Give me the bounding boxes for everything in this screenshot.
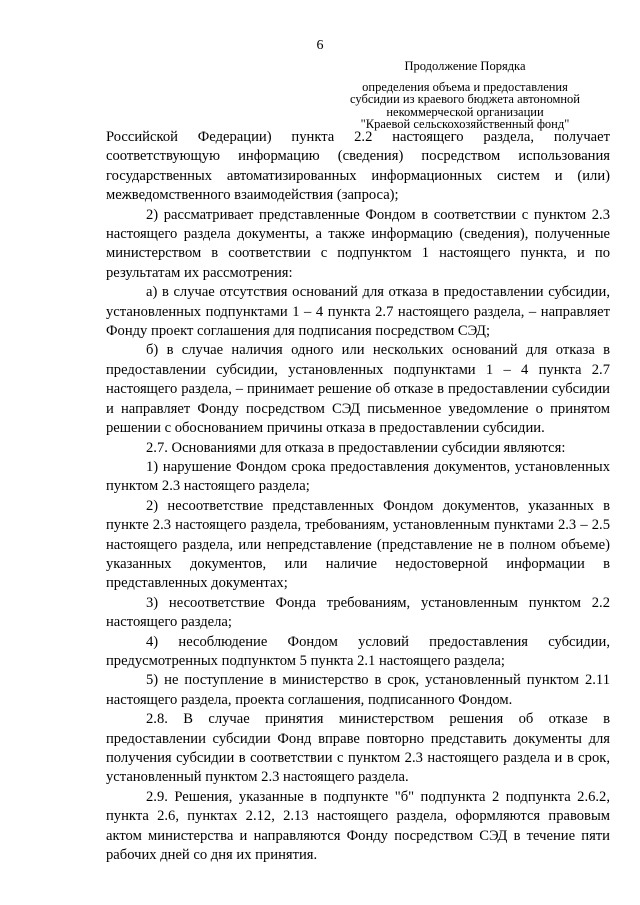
- continuation-header: [330, 60, 600, 131]
- continuation-line: субсидии из краевого бюджета автономной: [349, 92, 581, 106]
- continuation-line: определения объема и предоставления: [362, 79, 568, 94]
- continuation-line: "Краевой сельскохозяйственный фонд": [360, 117, 570, 131]
- paragraph: 1) нарушение Фондом срока предоставления документов, установленных пунктом 2.3 настоящего раздела;: [106, 458, 610, 495]
- paragraph: 5) не поступление в министерство в срок, установленный пунктом 2.11 настоящего раздела, проекта соглашения, подписанного Фондом.: [106, 672, 610, 708]
- paragraph: б) в случае наличия одного или нескольких оснований для отказа в предоставлении субсидии, установленных подпунктами 1 – 4 пункта 2.7 настоящего раздела, – принимает решение об отказе в предоставлении субсидии и направляет Фонду посредством СЭД письменное уведомление о принятом решении с обоснованием причины отказа в предоставлении субсидии.: [106, 342, 610, 437]
- continuation-line: некоммерческой организации: [386, 104, 544, 119]
- paragraph: 3) несоответствие Фонда требованиям, установленным пунктом 2.2 настоящего раздела;: [106, 594, 610, 631]
- paragraph: 2.8. В случае принятия министерством решения об отказе в предоставлении субсидии Фонд вправе повторно представить документы для получения субсидии в соответствии с пунктом 2.3 настоящего раздела и в срок, установленный пунктом 2.3 настоящего раздела.: [106, 711, 610, 786]
- page-number: 6: [316, 38, 324, 53]
- paragraph: 2) несоответствие представленных Фондом документов, указанных в пункте 2.3 настоящего раздела, требованиям, установленным пунктами 2.3 – 2.5 настоящего раздела, или непредставление (представление не в полном объеме) указанных документов, или наличие недостоверной информации в представленных документах;: [106, 497, 610, 592]
- document-body: [106, 128, 610, 865]
- paragraph: 4) несоблюдение Фондом условий предоставления субсидии, предусмотренных подпунктом 5 пункта 2.1 настоящего раздела;: [106, 633, 610, 669]
- continuation-title: Продолжение Порядка: [404, 59, 526, 73]
- paragraph: 2) рассматривает представленные Фондом в соответствии с пунктом 2.3 настоящего раздела документы, а также информацию (сведения), полученные министерством в соответствии с подпунктом 1 настоящего пункта, и по результатам их рассмотрения:: [106, 206, 610, 281]
- paragraph: Российской Федерации) пункта 2.2 настоящего раздела, получает соответствующую информацию (сведения) посредством использования государственных автоматизированных информационных систем и (или) межведомственного взаимодействия (запроса);: [106, 129, 610, 204]
- paragraph: 2.7. Основаниями для отказа в предоставлении субсидии являются:: [146, 439, 566, 456]
- paragraph: а) в случае отсутствия оснований для отказа в предоставлении субсидии, установленных подпунктами 1 – 4 пункта 2.7 настоящего раздела, – направляет Фонду проект соглашения для подписания посредством СЭД;: [106, 284, 610, 340]
- paragraph: 2.9. Решения, указанные в подпункте "б" подпункта 2 подпункта 2.6.2, пункта 2.6, пунктах 2.12, 2.13 настоящего раздела, оформляются правовым актом министерства и направляются Фонду посредством СЭД в течение пяти рабочих дней со дня их принятия.: [106, 788, 610, 864]
